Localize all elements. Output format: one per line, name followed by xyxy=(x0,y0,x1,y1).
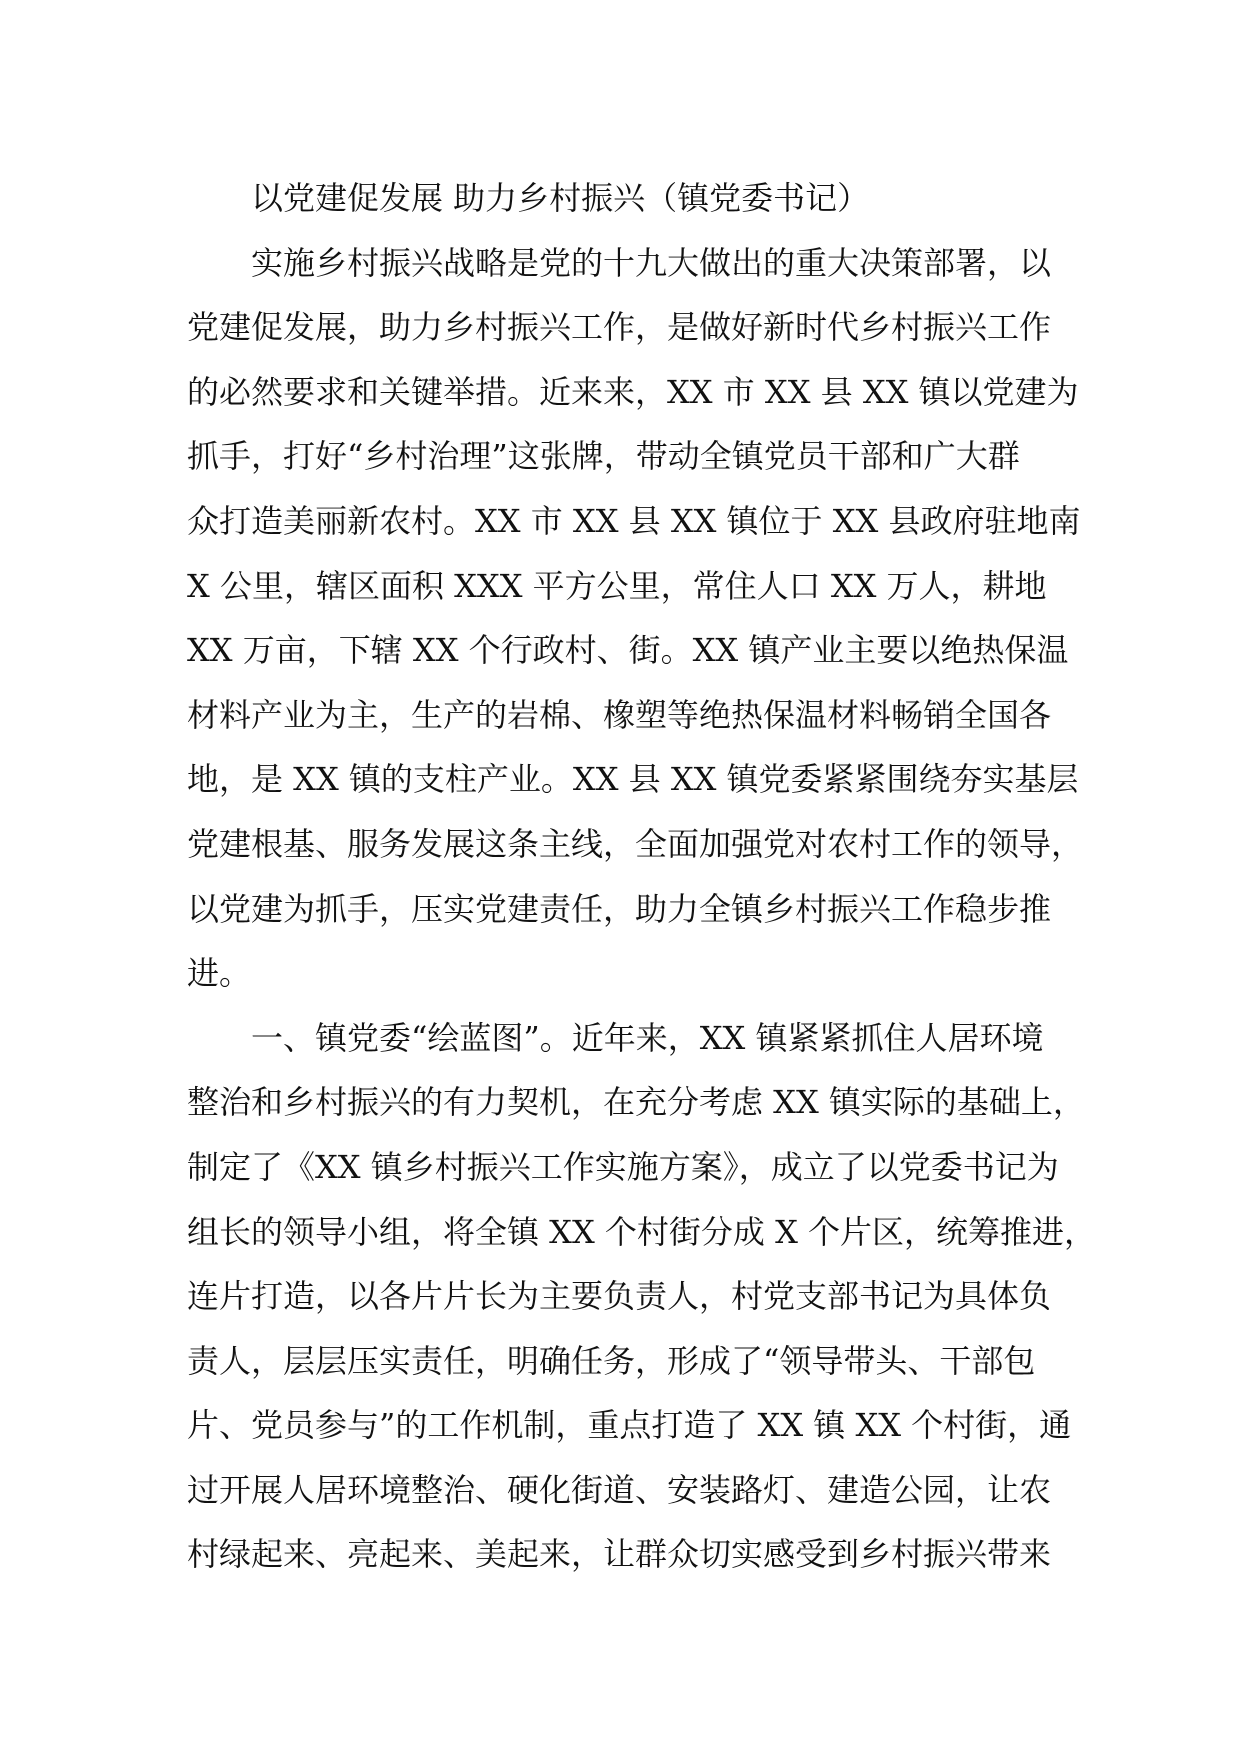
paragraph-line: 制定了《XX 镇乡村振兴工作实施方案》，成立了以党委书记为 xyxy=(187,1147,1059,1186)
paragraph-intro xyxy=(187,231,1087,1006)
paragraph-line: 过开展人居环境整治、硬化街道、安装路灯、建造公园，让农 xyxy=(187,1470,1052,1509)
paragraph-section-one xyxy=(187,1006,1097,1587)
paragraph-line: X 公里，辖区面积 XXX 平方公里，常住人口 XX 万人，耕地 xyxy=(187,566,1047,605)
paragraph-line: 实施乡村振兴战略是党的十九大做出的重大决策部署，以 xyxy=(251,243,1052,282)
paragraph-line: XX 万亩，下辖 XX 个行政村、街。XX 镇产业主要以绝热保温 xyxy=(187,631,1069,670)
document-body xyxy=(187,166,1097,1587)
paragraph-line: 村绿起来、亮起来、美起来，让群众切实感受到乡村振兴带来 xyxy=(187,1535,1052,1574)
paragraph-line: 一、镇党委“绘蓝图”。近年来，XX 镇紧紧抓住人居环境 xyxy=(251,1018,1044,1057)
paragraph-line: 以党建为抓手，压实党建责任，助力全镇乡村振兴工作稳步推 xyxy=(187,889,1052,928)
paragraph-line: 众打造美丽新农村。XX 市 XX 县 XX 镇位于 XX 县政府驻地南 xyxy=(187,501,1081,540)
paragraph-line: 党建促发展，助力乡村振兴工作，是做好新时代乡村振兴工作 xyxy=(187,308,1052,347)
paragraph-line: 进。 xyxy=(187,954,252,993)
paragraph-line: 党建根基、服务发展这条主线，全面加强党对农村工作的领导， xyxy=(187,824,1084,863)
paragraph-line: 抓手，打好“乡村治理”这张牌，带动全镇党员干部和广大群 xyxy=(187,437,1020,476)
paragraph-line: 责人，层层压实责任，明确任务，形成了“领导带头、干部包 xyxy=(187,1341,1036,1380)
paragraph-line: 地，是 XX 镇的支柱产业。XX 县 XX 镇党委紧紧围绕夯实基层 xyxy=(187,760,1079,799)
paragraph-line: 片、党员参与”的工作机制，重点打造了 XX 镇 XX 个村街，通 xyxy=(187,1406,1072,1445)
paragraph-line: 组长的领导小组，将全镇 XX 个村街分成 X 个片区，统筹推进， xyxy=(187,1212,1097,1251)
paragraph-line: 连片打造，以各片片长为主要负责人，村党支部书记为具体负 xyxy=(187,1277,1052,1316)
document-title: 以党建促发展 助力乡村振兴（镇党委书记） xyxy=(251,179,870,217)
paragraph-line: 整治和乡村振兴的有力契机，在充分考虑 XX 镇实际的基础上， xyxy=(187,1083,1085,1122)
paragraph-line: 材料产业为主，生产的岩棉、橡塑等绝热保温材料畅销全国各 xyxy=(187,695,1052,734)
paragraph-line: 的必然要求和关键举措。近来来，XX 市 XX 县 XX 镇以党建为 xyxy=(187,372,1079,411)
